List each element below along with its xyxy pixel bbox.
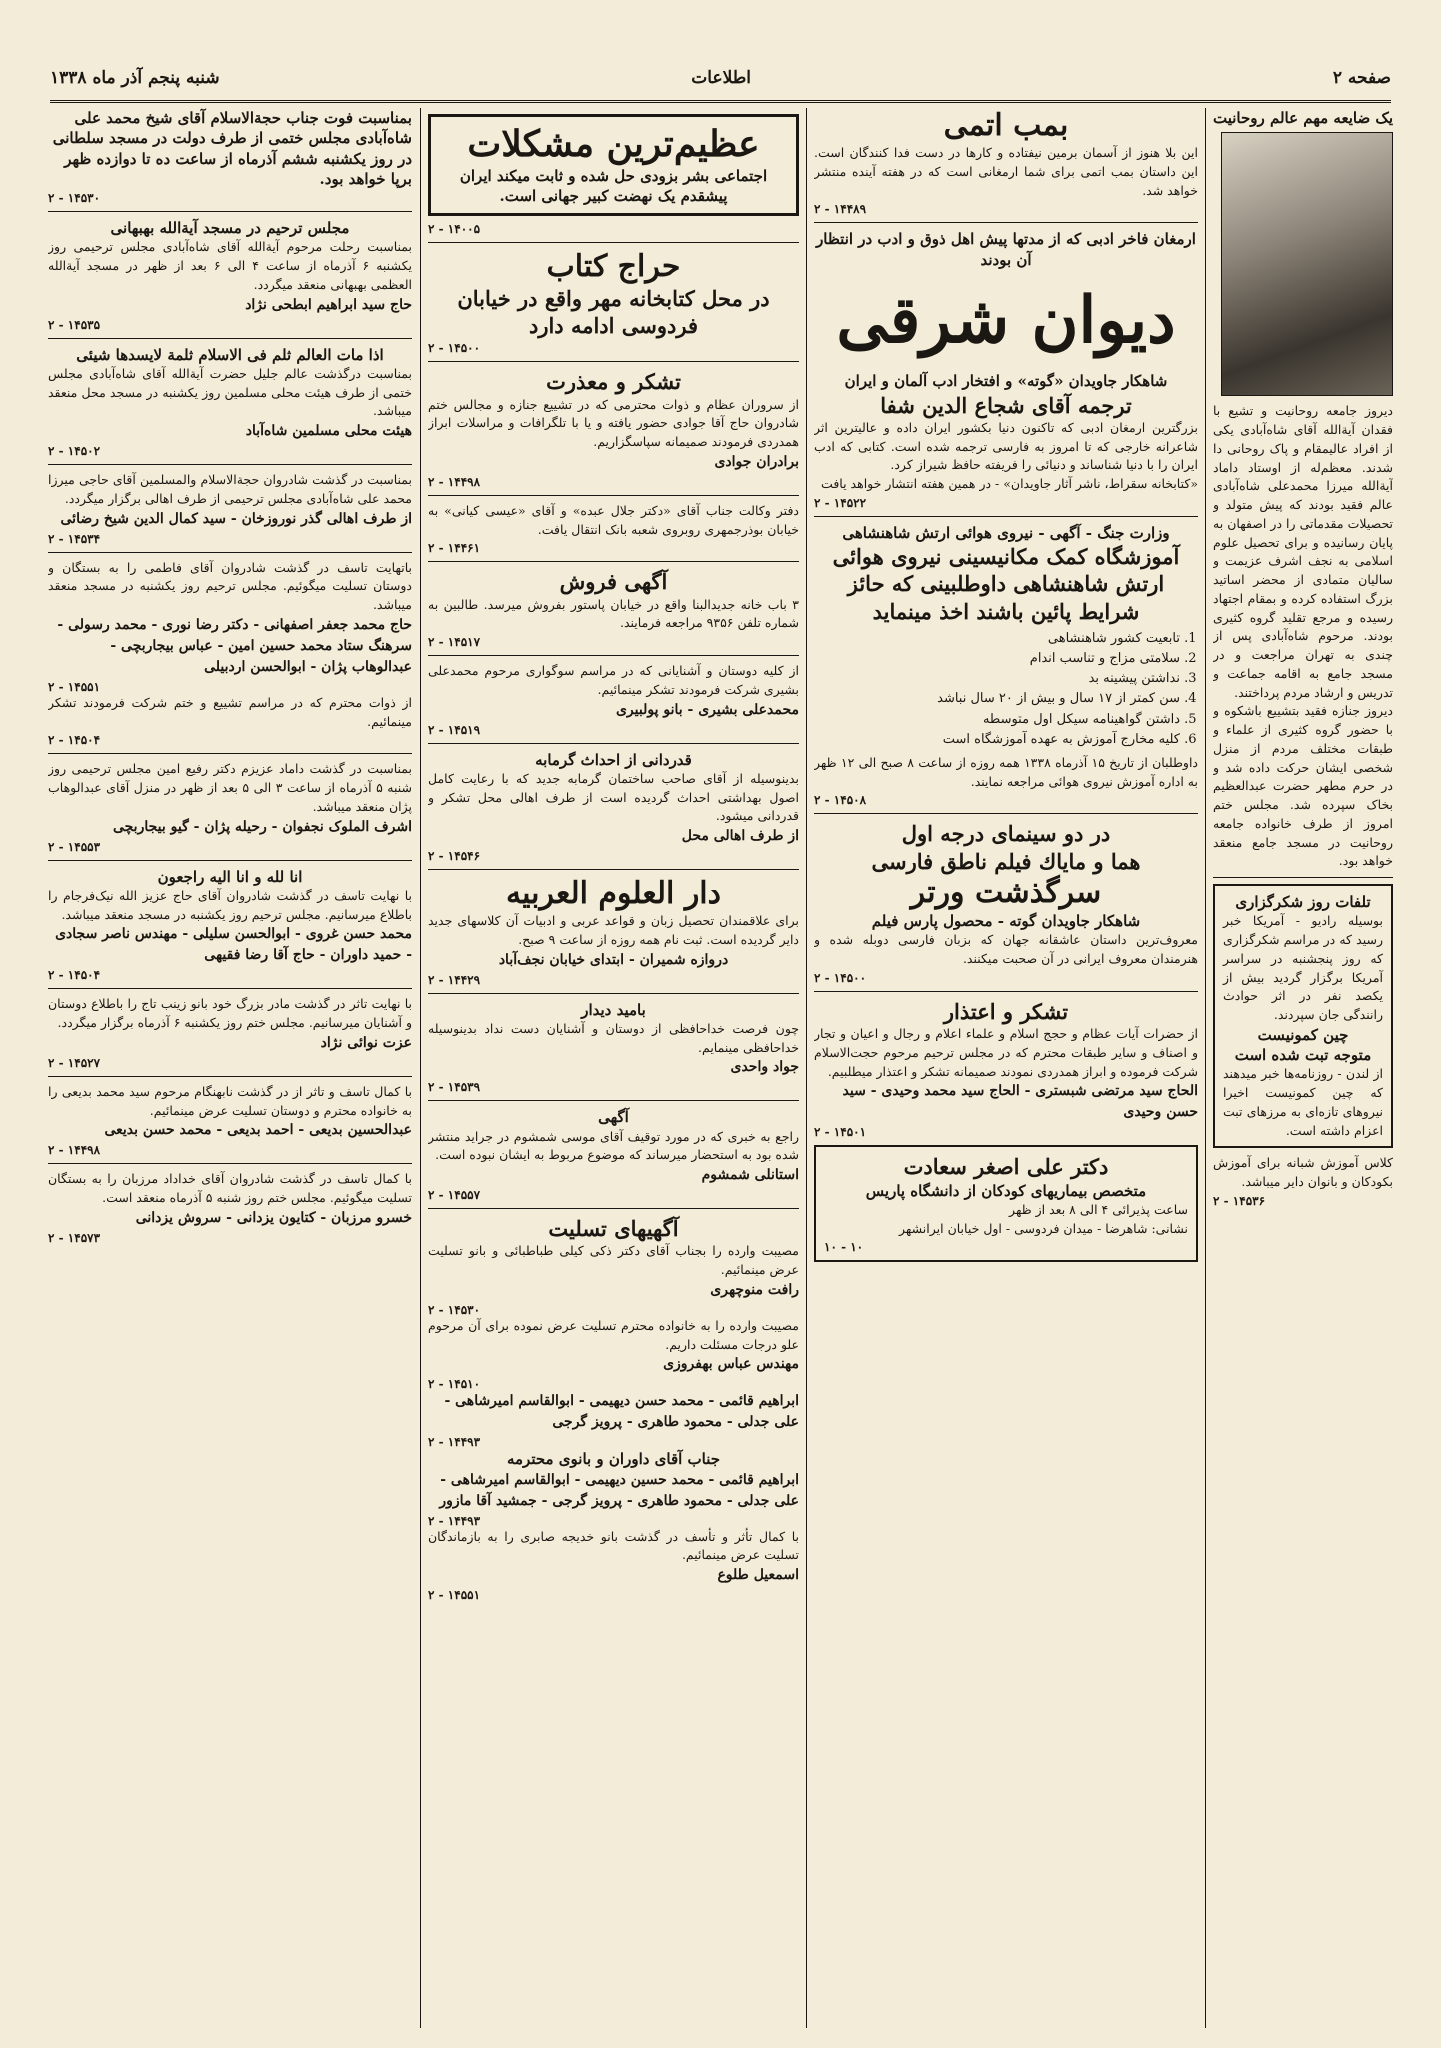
- column-left: [48, 108, 412, 2028]
- ad-ref: ۱۴۵۱۰ - ۲: [428, 1377, 481, 1392]
- cond4-title: جناب آقای داوران و بانوی محترمه: [506, 1450, 721, 1469]
- cond1-signature: رافت منوچهری: [710, 1281, 799, 1298]
- china-title: چین کمونیست: [1257, 1025, 1349, 1044]
- school-title: دار العلوم العربیه: [505, 876, 721, 912]
- sale-title: آگهی فروش: [559, 569, 668, 595]
- list-item: 3. نداشتن پیشینه بد: [814, 669, 1180, 689]
- divider: [428, 1208, 799, 1209]
- praise-title: قدردانی از احداث گرمابه: [535, 750, 692, 769]
- auction-title: حراج کتاب: [546, 248, 681, 284]
- column-rule: [420, 108, 421, 2028]
- divider: [48, 860, 412, 861]
- cond5-signature: اسمعیل طلوع: [717, 1567, 799, 1584]
- divider: [428, 561, 799, 562]
- a11-signature: خسرو مرزبان - کتایون یزدانی - سروش یزدانی: [135, 1209, 412, 1226]
- ad-ref: ۱۴۵۳۵ - ۲: [48, 317, 101, 332]
- divider: [428, 655, 799, 656]
- thanks2-signature: الحاج سید مرتضی شبستری - الحاج سید محمد وحیدی - سید حسن وحیدی: [842, 1083, 1198, 1121]
- photo-caption: یک ضایعه مهم عالم روحانیت: [1213, 109, 1393, 127]
- doctor-name: دکتر علی اصغر سعادت: [903, 1154, 1109, 1180]
- page-header: [50, 60, 1391, 103]
- divan-translator: ترجمه آقای شجاع الدین شفا: [880, 392, 1132, 418]
- a2-title: مجلس ترحیم در مسجد آیة‌الله بهبهانی: [110, 219, 350, 237]
- cond5-text: با کمال تأثر و تأسف در گذشت بانو خدیجه صابری را به بازماندگان تسلیت عرض مینمائیم.: [428, 1528, 799, 1563]
- ad-ref: ۱۴۵۲۲ - ۲: [814, 495, 867, 510]
- ad-ref: ۱۴۰۰۵ - ۲: [428, 221, 481, 236]
- a8-text: با نهایت تاسف در گذشت شادروان آقای حاج عزیز الله نیک‌فرجام را باطلاع میرسانیم. مجلس ترحیم روز یکشنبه در مسجد منعقد میباشد.: [48, 887, 412, 922]
- funeral-text: دیروز جنازه فقید بتشییع باشکوه و با حضور گروه کثیری از علماء و طبقات مختلف مردم از منزل شخصی ایشان حرکت داده شد و در حرم مطهر حضرت عبدالعظیم بخاک سپرده شد. مجلس ختم امروز از طرف خانواده جامعه روحانیت در مسجد جامع منعقد خواهد بود.: [1213, 703, 1393, 869]
- list-item: 6. کلیه مخارج آموزش به عهده آموزشگاه است: [814, 730, 1180, 750]
- ad-ref: ۱۴۵۰۱ - ۲: [814, 1125, 867, 1140]
- a11-text: با کمال تاسف در گذشت شادروان آقای خداداد مرزبان را به بستگان تسلیت میگوئیم. مجلس ختم روز شنبه ۵ آذرماه منعقد است.: [48, 1171, 412, 1205]
- sale2-text: از کلیه دوستان و آشنایانی که در مراسم سوگواری مرحوم محمدعلی بشیری شرکت فرمودند تشکر مینمائیم.: [428, 663, 799, 697]
- ad-ref: ۱۴۵۳۰ - ۲: [428, 1302, 481, 1317]
- divan-subtitle: شاهکار جاویدان «گوته» و افتخار ادب آلمان و ایران: [844, 372, 1168, 391]
- travel-signature: جواد واحدی: [730, 1059, 799, 1076]
- apology-signature: برادران جوادی: [714, 453, 799, 470]
- notice-signature: استانلی شمشوم: [701, 1167, 799, 1184]
- ad-ref: ۱۴۵۴۶ - ۲: [428, 849, 481, 864]
- divider: [48, 1076, 412, 1077]
- cond4-signature: ابراهیم قائمی - محمد حسین دیهیمی - ابوالقاسم امیرشاهی - علی جدلی - محمود طاهری - پرویز گرجی - جمشید آقا مازور: [439, 1471, 799, 1509]
- divan-text: بزرگترین ارمغان ادبی که تاکنون دنیا بکشور ایران داده و عالیترین اثر شاعرانه خارجی که تا امروز به فارسی ترجمه شده است. کتابی که ادب ایران را با دنیا شناساند و دنیائی را فریفته حافظ شیراز کرد.: [814, 419, 1198, 473]
- ad-ref: ۱۴۵۰۴ - ۲: [48, 968, 101, 983]
- doctor-hours: ساعت پذیرائی ۴ الی ۸ بعد از ظهر: [1009, 1201, 1188, 1217]
- divider: [48, 338, 412, 339]
- cond3-signature: ابراهیم قائمی - محمد حسن دیهیمی - ابوالقاسم امیرشاهی - علی جدلی - محمود طاهری - پرویز گرجی: [444, 1393, 799, 1431]
- a4-signature: از طرف اهالی گذر نوروزخان - سید کمال الدین شیخ رضائی: [60, 510, 412, 527]
- airforce-text: داوطلبان از تاریخ ۱۵ آذرماه ۱۳۳۸ همه روزه از ساعت ۸ صبح الی ۱۲ ظهر به اداره آموزش نیروی هوائی مراجعه نمایند.: [814, 754, 1198, 789]
- divider: [428, 1100, 799, 1101]
- school-text: برای علاقمندان تحصیل زبان و قواعد عربی و ادبیات آن کلاسهای جدید دایر گردیده است. ثبت نام همه روزه از ساعت ۹ صبح.: [428, 913, 799, 947]
- ad-ref: ۱۴۴۲۹ - ۲: [428, 972, 481, 987]
- column-rule: [806, 108, 807, 2028]
- divider: [48, 464, 412, 465]
- paper-name: اطلاعات: [691, 68, 751, 88]
- sale2-signature: محمدعلی بشیری - بانو پولبیری: [615, 701, 799, 718]
- gift-line: ارمغان فاخر ادبی که از مدتها پیش اهل ذوق و ادب در انتظار آن بودند: [816, 230, 1196, 269]
- divider: [48, 1163, 412, 1164]
- doctor-address: نشانی: شاهرضا - میدان فردوسی - اول خیابان ایرانشهر: [898, 1220, 1188, 1236]
- ad-ref: ۱۴۵۰۰ - ۲: [428, 341, 481, 356]
- a8-signature: محمد حسن غروی - ابوالحسن سلیلی - مهندس ناصر سجادی - حمید داوران - حاج آقا رضا فقیهی: [55, 926, 412, 964]
- a2-signature: حاج سید ابراهیم ابطحی نژاد: [245, 296, 412, 313]
- praise-text: بدینوسیله از آقای صاحب ساختمان گرمابه جدید که با رعایت کامل اصول بهداشتی احداث گردیده است از طرف اهالی محل تشکر و قدردانی میشود.: [428, 770, 799, 824]
- ad-ref: ۱۴۵۰۰ - ۲: [814, 970, 867, 985]
- ministry-line: وزارت جنگ - آگهی - نیروی هوائی ارتش شاهنشاهی: [842, 523, 1170, 542]
- condolence-title: آگهیهای تسلیت: [548, 1216, 679, 1242]
- a7-signature: اشرف الملوک نجفوان - رحیله پژان - گیو بیجاربچی: [112, 818, 412, 835]
- office-text: دفتر وکالت جناب آقای «دکتر جلال عبده» و آقای «عیسی کیانی» به خیابان بوذرجمهری روبروی شعبه بانک انتقال یافت.: [428, 502, 799, 537]
- ad-ref: ۱۰ - ۱۰: [824, 1240, 864, 1255]
- ad-ref: ۱۴۵۱۹ - ۲: [428, 722, 481, 737]
- cinema-text: معروف‌ترین داستان عاشقانه جهان که بزبان فارسی دوبله شده و هنرمندان معروف ایرانی در آن صحبت میکنند.: [814, 932, 1198, 966]
- divider: [48, 552, 412, 553]
- bomb-text: این بلا هنوز از آسمان برمین نیفتاده و کارها در دست فدا کنندگان است. این داستان بمب اتمی برای شما ارمغانی است که در هفته آینده منتشر خواهد شد.: [814, 145, 1198, 198]
- thanks2-text: از حضرات آیات عظام و حجج اسلام و علماء اعلام و رجال و اعیان و تجار و اصناف و سایر طبقات محترم که در مجلس ترحیم مرحوم حجت‌الاسلام شرکت فرموده و ابراز همدردی نمودند صمیمانه تشکر و اعتذار میطلبیم.: [814, 1026, 1198, 1079]
- a6-text: از ذوات محترم که در مراسم تشییع و ختم شرکت فرمودند تشکر مینمائیم.: [48, 694, 412, 729]
- ad-ref: ۱۴۴۹۸ - ۲: [428, 474, 481, 489]
- ad-ref: ۱۴۴۹۳ - ۲: [428, 1435, 481, 1450]
- column-rule: [1205, 108, 1206, 2028]
- problems-title: عظیم‌ترین مشکلات: [467, 123, 760, 165]
- divider: [428, 869, 799, 870]
- a5-text: باتهایت تاسف در گذشت شادروان آقای فاطمی را به بستگان و دوستان تسلیت میگوئیم. مجلس ترحیم روز یکشنبه در مسجد منعقد میباشد.: [48, 559, 412, 612]
- thanks-text: بوسیله رادیو - آمریکا خبر رسید که در مراسم شکرگزاری که روز پنجشنبه در سراسر آمریکا برگزار گردید بیش از یکصد نفر در اثر حوادث رانندگی جان سپردند.: [1223, 913, 1383, 1022]
- bomb-title: بمب اتمی: [943, 108, 1069, 143]
- ad-ref: ۱۴۵۰۸ - ۲: [814, 793, 867, 808]
- class-text: کلاس آموزش شبانه برای آموزش بکودکان و بانوان دایر میباشد.: [1213, 1155, 1393, 1189]
- cond1-text: مصیبت وارده را بجناب آقای دکتر ذکی کیلی طباطبائی و بانو تسلیت عرض مینمائیم.: [428, 1243, 799, 1278]
- list-item: 1. تابعیت کشور شاهنشاهی: [814, 629, 1180, 649]
- divider: [428, 743, 799, 744]
- divider: [814, 991, 1198, 992]
- divider: [428, 242, 799, 243]
- page-number: صفحه ۲: [1332, 68, 1391, 88]
- ad-ref: ۱۴۵۷۳ - ۲: [48, 1230, 101, 1245]
- ad-ref: ۱۴۵۵۱ - ۲: [48, 679, 101, 694]
- a10-signature: عبدالحسین بدیعی - احمد بدیعی - محمد حسن بدیعی: [104, 1122, 412, 1139]
- ad-ref: ۱۴۵۰۴ - ۲: [48, 733, 101, 748]
- a8-title: انا لله و انا الیه راجعون: [157, 867, 303, 886]
- obituary-text: دیروز جامعه روحانیت و تشیع با فقدان آیة‌الله آقای شاه‌آبادی یکی از افراد عالیمقام و پاک روحانی دا شدند. معظم‌له از اوستاد داماد آیة‌الله میرزا محمدعلی شاه‌آبادی عالم فقید بودند که پیش متولد و تحصیلات مقدماتی را در اصفهان به پایان رسانیده و برای تحصیل علوم اسلامی به نجف اشرف عزیمت و سالیان متمادی از محضر اساتید بزرگ استفاده کرده و بمقام اجتهاد رسیده و مرجع تقلید گروه کثیری بودند. مرحوم شاه‌آبادی پس از چندی به تهران مراجعت و در مسجد جامع به اقامه جماعت و تدریس و ارشاد مردم پرداختند.: [1213, 403, 1393, 700]
- cond2-text: مصیبت وارده را به خانواده محترم تسلیت عرض نموده برای آن مرحوم علو درجات مسئلت داریم.: [428, 1317, 799, 1352]
- divider: [48, 211, 412, 212]
- a4-text: بمناسبت در گذشت شادروان حجة‌الاسلام والمسلمین آقای حاجی میرزا محمد علی شاه‌آبادی مجلس ترحیمی از طرف اهالی برگزار میگردد.: [48, 472, 412, 506]
- a3-text: بمناسبت درگذشت عالم جلیل حضرت آیة‌الله آقای شاه‌آبادی مجلس ختمی از طرف هیئت محلی مسلمین روز یکشنبه در مسجد محل منعقد میباشد.: [48, 365, 412, 419]
- a9-text: با نهایت تاثر در گذشت مادر بزرگ خود بانو زینب تاج را باطلاع دوستان و آشنایان میرسانیم. مجلس ختم روز یکشنبه ۶ آذرماه برگزار میگردد.: [48, 996, 412, 1030]
- film-subtitle: شاهکار جاویدان گوته - محصول پارس فیلم: [871, 911, 1141, 930]
- a2-text: بمناسبت رحلت مرحوم آیة‌الله آقای شاه‌آبادی مجلس ترحیمی روز یکشنبه ۶ آذرماه از ساعت ۴ الی ۶ بعد از ظهر در مسجد آیة‌الله العظمی بهبهانی منعقد میگردد.: [48, 239, 412, 292]
- ad-ref: ۱۴۴۸۹ - ۲: [814, 202, 867, 217]
- ad-ref: ۱۴۵۵۷ - ۲: [428, 1188, 481, 1203]
- a1-text: بمناسبت فوت جناب حجة‌الاسلام آقای شیخ محمد علی شاه‌آبادی مجلس ختمی از طرف دولت در مسجد سلطانی در روز یکشنبه ششم آذرماه از ساعت ده تا دوازده ظهر برپا خواهد بود.: [52, 109, 412, 188]
- column-right: [1213, 108, 1393, 2028]
- a9-signature: عزت نوائی نژاد: [320, 1034, 412, 1051]
- issue-date: شنبه پنجم آذر ماه ۱۳۳۸: [50, 68, 220, 88]
- apology-title: تشکر و معذرت: [546, 369, 681, 395]
- doctor-specialty: متخصص بیماریهای کودکان از دانشگاه پاریس: [865, 1181, 1147, 1200]
- ad-ref: ۱۴۵۳۴ - ۲: [48, 531, 101, 546]
- list-item: 2. سلامتی مزاج و تناسب اندام: [814, 649, 1180, 669]
- divider: [428, 361, 799, 362]
- cinema-line: در دو سینمای درجه اول: [901, 821, 1111, 847]
- ad-ref: ۱۴۴۹۳ - ۲: [428, 1513, 481, 1528]
- cinema-title: هما و ماياك فيلم ناطق فارسى: [871, 848, 1141, 874]
- thanks2-title: تشکر و اعتذار: [943, 998, 1069, 1024]
- ad-ref: ۱۴۵۵۱ - ۲: [428, 1588, 481, 1603]
- cond2-signature: مهندس عباس بهفروزی: [663, 1356, 799, 1373]
- notice-title: آگهی: [598, 1108, 629, 1127]
- ad-ref: ۱۴۵۳۶ - ۲: [1213, 1193, 1266, 1208]
- divider: [428, 993, 799, 994]
- travel-text: چون فرصت خداحافظی از دوستان و آشنایان دست نداد بدینوسیله خداحافظی مینمایم.: [428, 1020, 799, 1055]
- sale-text: ۳ باب خانه جدیدالبنا واقع در خیابان پاستور بفروش میرسد. طالبین به شماره تلفن ۹۳۵۶ مراجعه فرمایند.: [428, 596, 799, 631]
- airforce-title: آموزشگاه کمک مکانیسینی نیروی هوائی ارتش شاهنشاهی داوطلبینی که حائز شرایط پائین باشند اخذ مینماید: [832, 544, 1180, 624]
- notice-text: راجع به خبری که در مورد توقیف آقای موسی شمشوم در جراید منتشر شده بود به استحضار میرساند که موضوع مربوط به ایشان نبوده است.: [428, 1128, 799, 1163]
- thanks-title: تلفات روز شکرگزاری: [1235, 893, 1371, 911]
- ad-ref: ۱۴۵۳۹ - ۲: [428, 1080, 481, 1095]
- list-item: 4. سن کمتر از ۱۷ سال و بیش از ۲۰ سال نباشد: [814, 689, 1180, 709]
- a3-title: اذا مات العالم ثلم فی الاسلام ثلمة لایسدها شیئی: [76, 345, 384, 364]
- problems-text: اجتماعی بشر بزودی حل شده و ثابت میکند ایران پیشقدم یک نهضت کبیر جهانی است.: [459, 167, 768, 206]
- ad-ref: ۱۴۵۰۲ - ۲: [48, 444, 101, 458]
- school-address: دروازه شمیران - ابتدای خیابان نجف‌آباد: [498, 951, 729, 968]
- auction-text: در محل کتابخانه مهر واقع در خیابان فردوسی ادامه دارد: [457, 285, 770, 338]
- china-text: از لندن - روزنامه‌ها خبر میدهند که چین کمونیست اخیرا نیروهای تازه‌ای به مرزهای تبت اعزام داشته است.: [1223, 1066, 1383, 1138]
- divider: [814, 222, 1198, 223]
- divider: [428, 495, 799, 496]
- column-center-left: [428, 108, 799, 2028]
- a10-text: با کمال تاسف و تاثر از در گذشت نابهنگام مرحوم سید محمد بدیعی را به خانواده محترم و دوستان تسلیت عرض مینمائیم.: [48, 1083, 412, 1118]
- ad-ref: ۱۴۵۵۳ - ۲: [48, 839, 101, 854]
- travel-title: بامید دیدار: [581, 1000, 646, 1019]
- cleric-portrait-photo: [1221, 132, 1393, 396]
- divan-title: دیوان شرقی: [836, 282, 1176, 358]
- apology-text: از سروران عظام و ذوات محترمی که در تشییع جنازه و مجالس ختم شادروان حاج آقا جوادی حضور یافته و یا با تلگرافات و مراسلات ابراز همدردی فرمودند صمیمانه سپاسگزاریم.: [428, 396, 799, 450]
- ad-ref: ۱۴۵۲۷ - ۲: [48, 1055, 101, 1070]
- ad-ref: ۱۴۴۹۸ - ۲: [48, 1143, 101, 1158]
- a3-signature: هیئت محلی مسلمین شاه‌آباد: [245, 423, 412, 439]
- china-subtitle: متوجه تبت شده است: [1234, 1046, 1372, 1064]
- column-center-right: [814, 108, 1198, 2028]
- divider: [1213, 877, 1393, 878]
- conditions-list: [814, 629, 1180, 750]
- ad-ref: ۱۴۵۳۰ - ۲: [48, 191, 101, 205]
- praise-signature: از طرف اهالی محل: [681, 828, 799, 845]
- divider: [48, 753, 412, 754]
- film-title: سرگذشت ورتر: [910, 874, 1102, 910]
- divider: [814, 813, 1198, 814]
- a7-text: بمناسبت در گذشت داماد عزیزم دکتر رفیع امین مجلس ترحیمی روز شنبه ۵ آذرماه از ساعت ۳ الی ۵ بعد از ظهر در منزل آقای عبدالوهاب پژان منعقد میباشد.: [48, 761, 412, 814]
- divider: [814, 516, 1198, 517]
- a5-signature: حاج محمد جعفر اصفهانی - دکتر رضا نوری - محمد رسولی - سرهنگ ستاد محمد حسین امین - عباس بیجاربچی - عبدالوهاب پژان - ابوالحسن اردبیلی: [57, 616, 412, 675]
- divan-publisher: «کتابخانه سقراط، ناشر آثار جاویدان» - در همین هفته انتشار خواهد یافت: [821, 476, 1198, 492]
- ad-ref: ۱۴۵۱۷ - ۲: [428, 635, 481, 650]
- divider: [48, 988, 412, 989]
- ad-ref: ۱۴۴۶۱ - ۲: [428, 541, 481, 556]
- list-item: 5. داشتن گواهینامه سیکل اول متوسطه: [814, 710, 1180, 730]
